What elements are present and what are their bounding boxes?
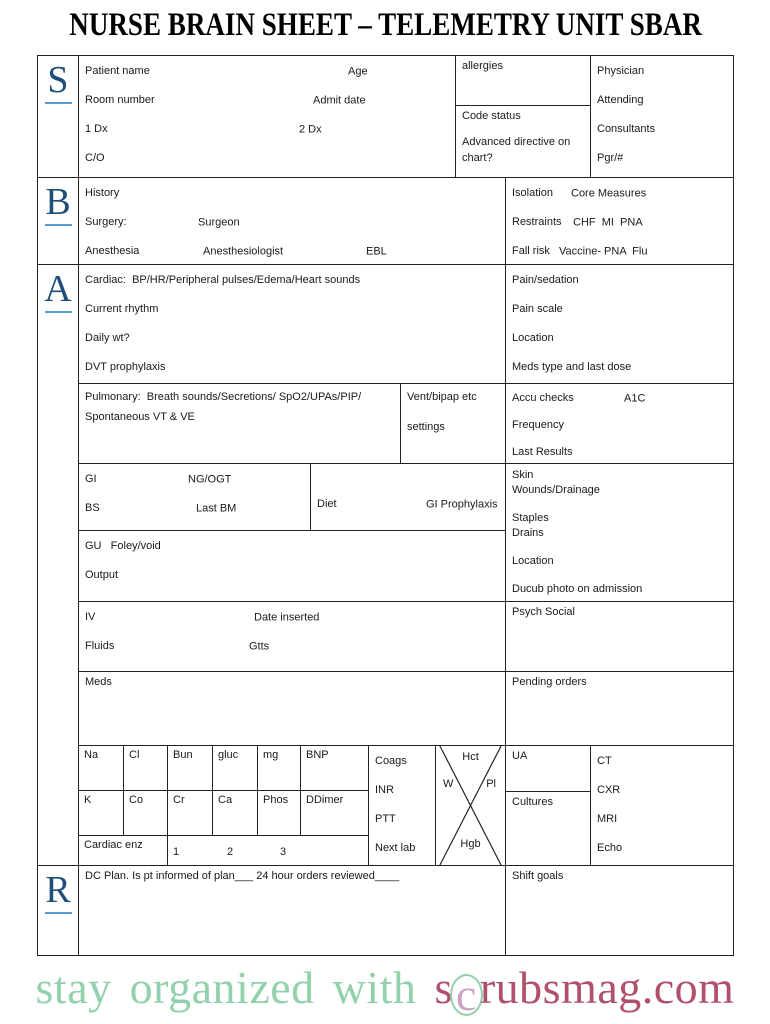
label-shift-goals: Shift goals bbox=[512, 870, 564, 882]
label-dvt-prophylaxis: DVT prophylaxis bbox=[85, 360, 166, 373]
letter-r: R bbox=[45, 869, 71, 911]
label-frequency: Frequency bbox=[512, 418, 564, 431]
label-ddimer: DDimer bbox=[306, 794, 344, 806]
label-enz-3: 3 bbox=[280, 846, 287, 858]
cell-meds bbox=[79, 672, 506, 745]
row-gi-diet bbox=[79, 464, 506, 531]
label-fall-risk: Fall risk bbox=[512, 244, 550, 257]
labs-mini-grid bbox=[79, 746, 369, 865]
row-iv-psych bbox=[79, 602, 733, 672]
label-vaccine: Vaccine- PNA Flu bbox=[559, 244, 648, 257]
letter-a-underline bbox=[45, 311, 72, 313]
label-gtts: Gtts bbox=[249, 639, 270, 652]
lab-ddimer bbox=[301, 791, 369, 835]
label-dx1: 1 Dx bbox=[85, 122, 108, 135]
label-gluc: gluc bbox=[218, 749, 239, 761]
cell-isolation-precautions bbox=[506, 178, 733, 264]
label-pain-sedation: Pain/sedation bbox=[512, 273, 579, 286]
sbar-form-table bbox=[37, 55, 734, 956]
letter-cell-r bbox=[38, 866, 79, 955]
cell-cbc-fishbone bbox=[436, 746, 506, 865]
label-history: History bbox=[85, 186, 120, 199]
label-skin: Skin bbox=[512, 468, 534, 481]
cell-physician bbox=[591, 56, 733, 177]
lab-cr bbox=[168, 791, 213, 835]
label-gi: GI bbox=[85, 472, 97, 485]
label-ca: Ca bbox=[218, 794, 233, 806]
label-current-rhythm: Current rhythm bbox=[85, 302, 159, 315]
label-next-lab: Next lab bbox=[375, 841, 416, 854]
footer-tagline bbox=[0, 960, 770, 1020]
label-wbc: W bbox=[443, 778, 454, 790]
cell-coags bbox=[369, 746, 436, 865]
label-last-results: Last Results bbox=[512, 445, 573, 458]
label-k: K bbox=[84, 794, 92, 806]
label-hct: Hct bbox=[462, 751, 479, 763]
lab-k bbox=[79, 791, 124, 835]
lab-cardiac-enz bbox=[79, 836, 168, 865]
footer-tagline-text: stay organized with bbox=[35, 962, 435, 1013]
label-plt: Pl bbox=[486, 778, 496, 790]
band-assessment bbox=[38, 265, 733, 866]
label-pager: Pgr/# bbox=[597, 151, 624, 164]
cell-iv-fluids bbox=[79, 602, 506, 671]
label-diet: Diet bbox=[317, 498, 337, 511]
cell-gi bbox=[79, 464, 311, 530]
label-co: Co bbox=[129, 794, 144, 806]
label-dx2: 2 Dx bbox=[299, 122, 322, 135]
label-drains: Drains bbox=[512, 526, 544, 539]
label-core-measure-items: CHF MI PNA bbox=[573, 215, 643, 228]
row-meds-pending bbox=[79, 672, 733, 746]
label-pain-scale: Pain scale bbox=[512, 302, 563, 315]
label-consultants: Consultants bbox=[597, 122, 656, 135]
label-fluids: Fluids bbox=[85, 639, 115, 652]
label-surgery: Surgery: bbox=[85, 215, 127, 228]
label-bnp: BNP bbox=[306, 749, 329, 761]
label-ng-ogt: NG/OGT bbox=[188, 472, 232, 485]
label-mg: mg bbox=[263, 749, 279, 761]
lab-enz-values bbox=[168, 836, 369, 865]
label-ebl: EBL bbox=[366, 244, 387, 257]
label-anesthesia: Anesthesia bbox=[85, 244, 140, 257]
label-date-inserted: Date inserted bbox=[254, 610, 320, 623]
label-iv: IV bbox=[85, 610, 96, 623]
label-pulmonary-header2: Spontaneous VT & VE bbox=[85, 411, 195, 424]
cell-accu-checks bbox=[506, 384, 733, 463]
label-patient-name: Patient name bbox=[85, 64, 150, 77]
lab-bun bbox=[168, 746, 213, 790]
label-cr: Cr bbox=[173, 794, 185, 806]
label-gi-prophylaxis: GI Prophylaxis bbox=[426, 498, 498, 511]
lab-co bbox=[124, 791, 168, 835]
label-cardiac-enz: Cardiac enz bbox=[84, 839, 143, 851]
label-ua: UA bbox=[512, 750, 528, 762]
label-cxr: CXR bbox=[597, 783, 621, 796]
row-cardiac-pain bbox=[79, 265, 733, 384]
label-cl: Cl bbox=[129, 749, 140, 761]
cell-ua bbox=[506, 746, 590, 792]
label-vent: Vent/bipap etc bbox=[407, 391, 477, 404]
letter-a: A bbox=[44, 268, 72, 310]
label-accu-checks: Accu checks bbox=[512, 391, 574, 404]
cell-code-status bbox=[456, 106, 590, 177]
cell-shift-goals bbox=[506, 866, 733, 955]
band-background bbox=[38, 178, 733, 265]
label-cultures: Cultures bbox=[512, 796, 553, 808]
cell-pain bbox=[506, 265, 733, 383]
label-anesthesiologist: Anesthesiologist bbox=[203, 244, 284, 257]
letter-cell-b bbox=[38, 178, 79, 264]
label-last-bm: Last BM bbox=[196, 501, 237, 514]
cell-diet bbox=[311, 464, 506, 530]
cell-dc-plan bbox=[79, 866, 506, 955]
label-ducub-photo: Ducub photo on admission bbox=[512, 582, 643, 595]
cell-allergies bbox=[456, 56, 590, 106]
label-enz-1: 1 bbox=[173, 846, 180, 858]
col-ua-cultures bbox=[506, 746, 591, 865]
label-mri: MRI bbox=[597, 812, 618, 825]
cell-vent-settings bbox=[401, 384, 506, 463]
letter-b-underline bbox=[45, 224, 72, 226]
lab-gluc bbox=[213, 746, 258, 790]
label-age: Age bbox=[348, 64, 368, 77]
label-bun: Bun bbox=[173, 749, 193, 761]
col-allergies-code bbox=[456, 56, 591, 177]
letter-s: S bbox=[47, 59, 69, 101]
label-code-status: Code status bbox=[462, 110, 521, 122]
label-pain-meds: Meds type and last dose bbox=[512, 360, 632, 373]
letter-cell-s bbox=[38, 56, 79, 177]
brand-scrubsmag bbox=[434, 962, 735, 1020]
label-skin-location: Location bbox=[512, 554, 554, 567]
cell-gu bbox=[79, 531, 506, 601]
label-cardiac-header: Cardiac: BP/HR/Peripheral pulses/Edema/Heart sounds bbox=[85, 273, 361, 286]
label-gu-foley: GU Foley/void bbox=[85, 539, 161, 552]
label-bs: BS bbox=[85, 501, 100, 514]
cell-history-surgery bbox=[79, 178, 506, 264]
cell-patient-info bbox=[79, 56, 456, 177]
label-ct: CT bbox=[597, 754, 612, 767]
letter-b: B bbox=[45, 181, 71, 223]
brand-rest: rubsmag.com bbox=[479, 962, 735, 1013]
label-hgb: Hgb bbox=[460, 837, 481, 850]
label-core-measures: Core Measures bbox=[571, 186, 647, 199]
label-psych-social: Psych Social bbox=[512, 606, 575, 618]
circled-c-icon: c bbox=[450, 974, 483, 1016]
label-room-number: Room number bbox=[85, 93, 155, 106]
col-gi-gu bbox=[79, 464, 506, 601]
cell-psych-social bbox=[506, 602, 733, 671]
label-settings: settings bbox=[407, 421, 445, 434]
label-pain-location: Location bbox=[512, 331, 554, 344]
label-ptt: PTT bbox=[375, 812, 396, 825]
label-output: Output bbox=[85, 568, 119, 581]
letter-s-underline bbox=[45, 102, 72, 104]
label-dc-plan: DC Plan. Is pt informed of plan___ 24 hour orders reviewed____ bbox=[85, 870, 400, 882]
label-surgeon: Surgeon bbox=[198, 215, 240, 228]
label-na: Na bbox=[84, 749, 99, 761]
row-pulmonary-accu bbox=[79, 384, 733, 464]
label-meds: Meds bbox=[85, 676, 112, 688]
cell-cultures bbox=[506, 792, 590, 865]
label-inr: INR bbox=[375, 783, 394, 796]
label-restraints: Restraints bbox=[512, 215, 562, 228]
lab-bnp bbox=[301, 746, 369, 790]
row-labs bbox=[79, 746, 733, 865]
letter-cell-a bbox=[38, 265, 79, 865]
label-a1c: A1C bbox=[624, 391, 646, 404]
label-physician: Physician bbox=[597, 64, 645, 77]
label-allergies: allergies bbox=[462, 60, 503, 72]
band-situation bbox=[38, 56, 733, 178]
cell-cardiac bbox=[79, 265, 506, 383]
lab-na bbox=[79, 746, 124, 790]
cell-imaging bbox=[591, 746, 733, 865]
cell-pending-orders bbox=[506, 672, 733, 745]
label-enz-2: 2 bbox=[227, 846, 234, 858]
label-coags: Coags bbox=[375, 754, 407, 767]
label-advanced-directive: Advanced directive on chart? bbox=[462, 136, 571, 165]
page-title: NURSE BRAIN SHEET – TELEMETRY UNIT SBAR bbox=[69, 7, 702, 43]
label-pulmonary-header1: Pulmonary: Breath sounds/Secretions/ SpO2/UPAs/PIP/ bbox=[85, 391, 362, 404]
band-recommendation bbox=[38, 866, 733, 955]
label-wounds: Wounds/Drainage bbox=[512, 483, 600, 496]
letter-r-underline bbox=[45, 912, 72, 914]
brand-letter-s: s bbox=[434, 962, 453, 1013]
cell-pulmonary bbox=[79, 384, 401, 463]
lab-phos bbox=[258, 791, 301, 835]
label-daily-wt: Daily wt? bbox=[85, 331, 130, 344]
label-staples: Staples bbox=[512, 511, 549, 524]
lab-mg bbox=[258, 746, 301, 790]
label-attending: Attending bbox=[597, 93, 644, 106]
label-complaint: C/O bbox=[85, 151, 105, 164]
label-isolation: Isolation bbox=[512, 186, 553, 199]
label-echo: Echo bbox=[597, 841, 623, 854]
label-admit-date: Admit date bbox=[313, 93, 366, 106]
label-pending-orders: Pending orders bbox=[512, 676, 587, 688]
row-gi-gu-skin bbox=[79, 464, 733, 602]
lab-cl bbox=[124, 746, 168, 790]
cell-skin bbox=[506, 464, 733, 601]
label-phos: Phos bbox=[263, 794, 289, 806]
lab-ca bbox=[213, 791, 258, 835]
